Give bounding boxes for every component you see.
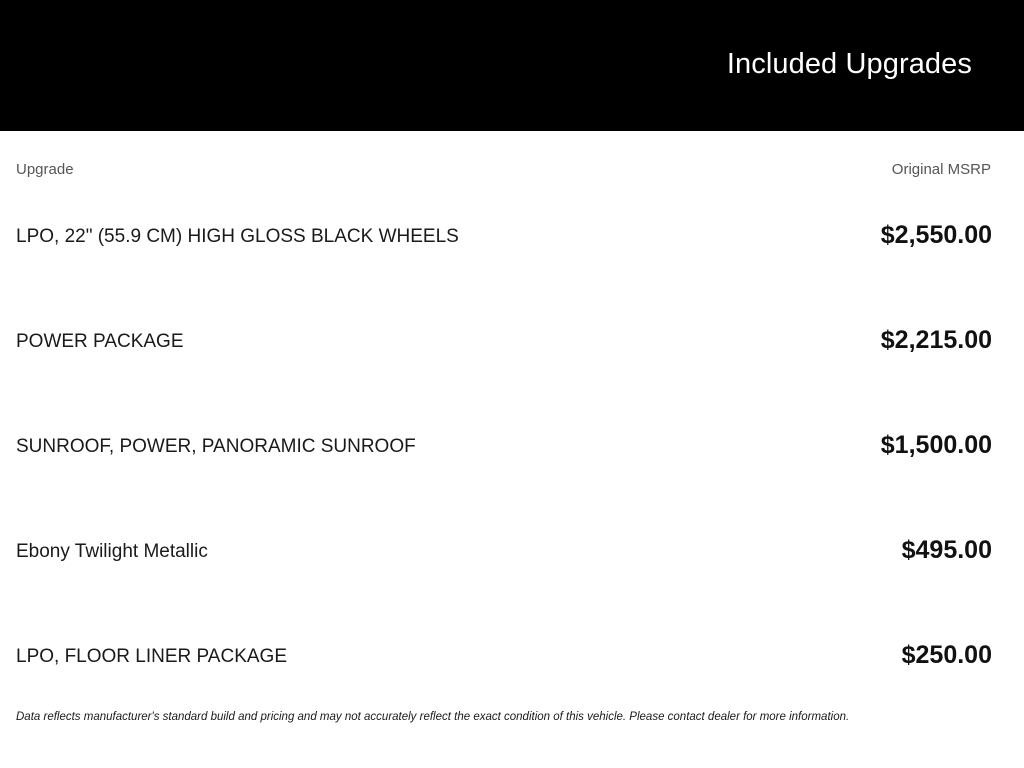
upgrade-name: POWER PACKAGE	[16, 331, 184, 352]
column-header-msrp: Original MSRP	[891, 161, 991, 178]
disclaimer-text: Data reflects manufacturer's standard build and pricing and may not accurately reflect the exact condition of this vehicle. Please contact dealer for more information.	[16, 711, 850, 723]
upgrade-price: $495.00	[901, 536, 992, 564]
upgrade-row	[0, 410, 1024, 515]
page-title: Included Upgrades	[726, 48, 972, 80]
upgrade-name: LPO, FLOOR LINER PACKAGE	[16, 646, 288, 667]
upgrade-price: $2,550.00	[880, 221, 992, 249]
upgrade-row	[0, 620, 1024, 725]
upgrade-row	[0, 305, 1024, 410]
upgrade-price: $1,500.00	[880, 431, 992, 459]
header-banner	[0, 0, 1024, 131]
upgrade-price: $2,215.00	[880, 326, 992, 354]
upgrade-row	[0, 515, 1024, 620]
column-header-upgrade: Upgrade	[16, 161, 74, 178]
upgrade-price: $250.00	[901, 641, 992, 669]
upgrades-list	[0, 200, 1024, 725]
upgrade-name: LPO, 22" (55.9 CM) HIGH GLOSS BLACK WHEELS	[16, 226, 459, 247]
upgrade-name: SUNROOF, POWER, PANORAMIC SUNROOF	[16, 436, 416, 457]
upgrade-name: Ebony Twilight Metallic	[16, 541, 208, 562]
upgrade-row	[0, 200, 1024, 305]
